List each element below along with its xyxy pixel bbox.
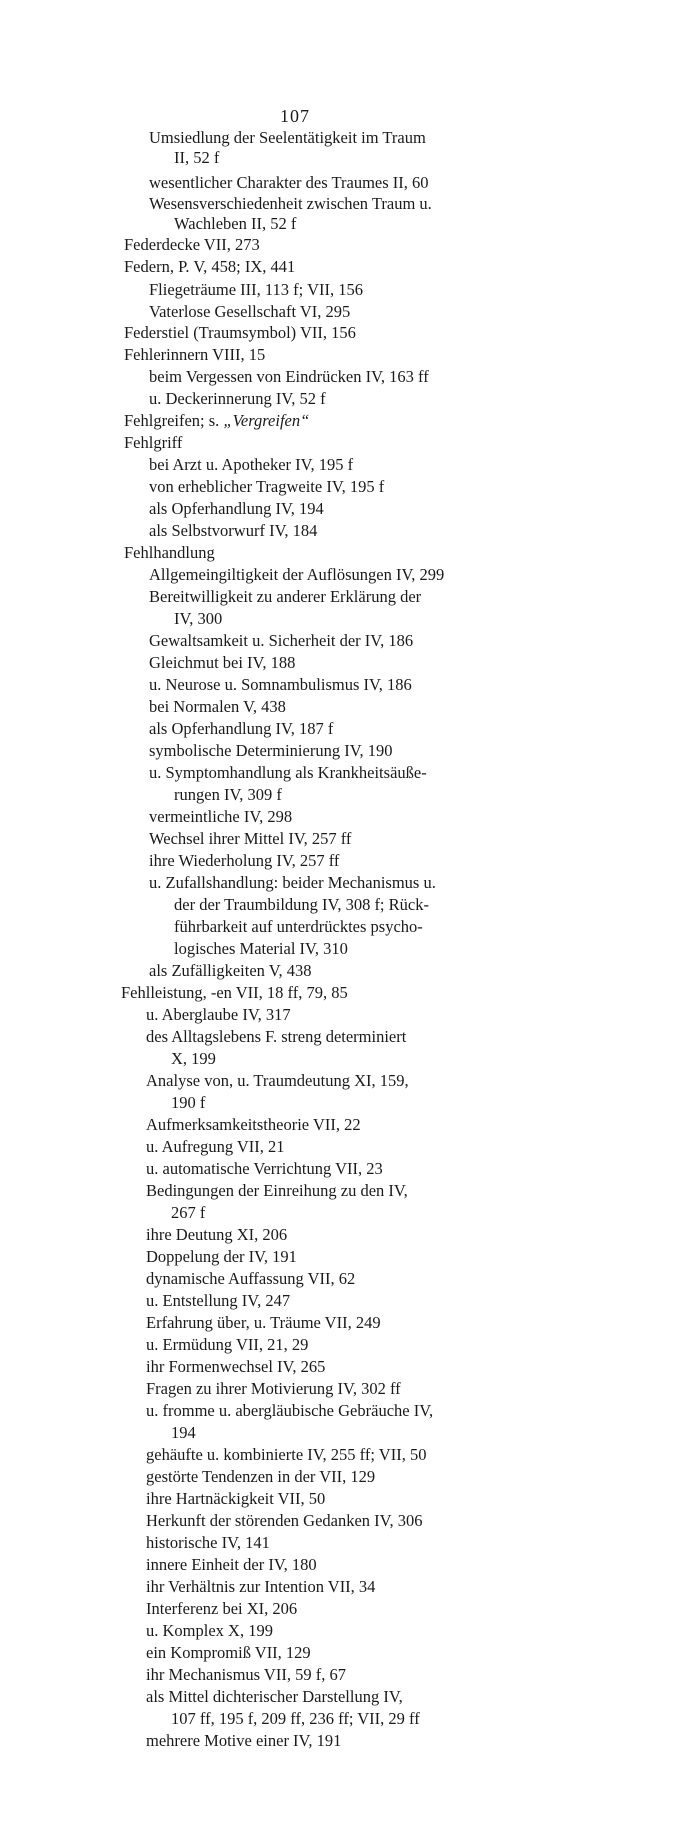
index-entry: gestörte Tendenzen in der VII, 129: [146, 1467, 376, 1486]
index-entry: u. automatische Verrichtung VII, 23: [146, 1159, 383, 1178]
index-entry: u. Ermüdung VII, 21, 29: [146, 1335, 309, 1354]
index-entry: ihr Verhältnis zur Intention VII, 34: [146, 1577, 376, 1596]
index-entry: Fehlerinnern VIII, 15: [124, 345, 266, 364]
index-entry: u. Zufallshandlung: beider Mechanismus u.: [149, 873, 436, 892]
index-entry: ihr Formenwechsel IV, 265: [146, 1357, 326, 1376]
index-entry: Fehlgreifen; s. „Vergreifen“: [124, 411, 310, 430]
index-entry: Umsiedlung der Seelentätigkeit im Traum: [149, 128, 426, 147]
index-entry: ihre Hartnäckigkeit VII, 50: [146, 1489, 326, 1508]
cross-reference-term: „Vergreifen“: [223, 411, 310, 430]
index-entry: ein Kompromiß VII, 129: [146, 1643, 311, 1662]
index-entry: bei Normalen V, 438: [149, 697, 286, 716]
index-entry: Federn, P. V, 458; IX, 441: [124, 257, 296, 276]
index-entry: u. Neurose u. Somnambulismus IV, 186: [149, 675, 412, 694]
index-entry: rungen IV, 309 f: [174, 785, 282, 804]
index-entry: IV, 300: [174, 609, 223, 628]
page-number: 107: [280, 106, 310, 126]
index-entry: ihre Deutung XI, 206: [146, 1225, 288, 1244]
index-entry: Wachleben II, 52 f: [174, 214, 297, 233]
index-entry: Analyse von, u. Traumdeutung XI, 159,: [146, 1071, 409, 1090]
index-entry: gehäufte u. kombinierte IV, 255 ff; VII, 50: [146, 1445, 427, 1464]
index-entry: als Selbstvorwurf IV, 184: [149, 521, 318, 540]
index-entry: 107 ff, 195 f, 209 ff, 236 ff; VII, 29 ff: [171, 1709, 420, 1728]
index-entry: Aufmerksamkeitstheorie VII, 22: [146, 1115, 361, 1134]
index-entry: u. fromme u. abergläubische Gebräuche IV,: [146, 1401, 434, 1420]
index-entry: Fehlhandlung: [124, 543, 215, 562]
index-entry: 190 f: [171, 1093, 206, 1112]
index-entry: ihre Wiederholung IV, 257 ff: [149, 851, 340, 870]
index-entry: Herkunft der störenden Gedanken IV, 306: [146, 1511, 423, 1530]
index-entry: u. Komplex X, 199: [146, 1621, 273, 1640]
index-entry: Bedingungen der Einreihung zu den IV,: [146, 1181, 408, 1200]
index-entry: führbarkeit auf unterdrücktes psycho-: [174, 917, 423, 936]
index-entry: 267 f: [171, 1203, 206, 1222]
index-entry: mehrere Motive einer IV, 191: [146, 1731, 342, 1750]
index-entry: Erfahrung über, u. Träume VII, 249: [146, 1313, 381, 1332]
index-entry: innere Einheit der IV, 180: [146, 1555, 317, 1574]
index-entry: der der Traumbildung IV, 308 f; Rück-: [174, 895, 429, 914]
index-entry: u. Aufregung VII, 21: [146, 1137, 285, 1156]
index-entry: Fliegeträume III, 113 f; VII, 156: [149, 280, 363, 299]
index-entry: beim Vergessen von Eindrücken IV, 163 ff: [149, 367, 429, 386]
index-entry: Bereitwilligkeit zu anderer Erklärung der: [149, 587, 422, 606]
index-entry: u. Entstellung IV, 247: [146, 1291, 291, 1310]
index-entry: historische IV, 141: [146, 1533, 270, 1552]
index-entry: Gleichmut bei IV, 188: [149, 653, 296, 672]
index-entry: des Alltagslebens F. streng determiniert: [146, 1027, 407, 1046]
index-entry: Vaterlose Gesellschaft VI, 295: [149, 302, 351, 321]
index-entry: logisches Material IV, 310: [174, 939, 348, 958]
index-entry: Federdecke VII, 273: [124, 235, 260, 254]
index-entry: bei Arzt u. Apotheker IV, 195 f: [149, 455, 354, 474]
index-entry: Federstiel (Traumsymbol) VII, 156: [124, 323, 356, 342]
index-entry: als Zufälligkeiten V, 438: [149, 961, 312, 980]
index-entry: symbolische Determinierung IV, 190: [149, 741, 393, 760]
index-entry: wesentlicher Charakter des Traumes II, 60: [149, 173, 429, 192]
index-entry: Doppelung der IV, 191: [146, 1247, 297, 1266]
index-entry: dynamische Auffassung VII, 62: [146, 1269, 356, 1288]
index-entry: II, 52 f: [174, 148, 220, 167]
index-entry: Fragen zu ihrer Motivierung IV, 302 ff: [146, 1379, 401, 1398]
index-entry: Wechsel ihrer Mittel IV, 257 ff: [149, 829, 352, 848]
index-entry: X, 199: [171, 1049, 216, 1068]
index-entry: Interferenz bei XI, 206: [146, 1599, 298, 1618]
index-entry: u. Aberglaube IV, 317: [146, 1005, 291, 1024]
index-entry: u. Symptomhandlung als Krankheitsäuße-: [149, 763, 427, 782]
index-entry: ihr Mechanismus VII, 59 f, 67: [146, 1665, 346, 1684]
index-entry: Fehlleistung, -en VII, 18 ff, 79, 85: [121, 983, 348, 1002]
index-entry: als Opferhandlung IV, 194: [149, 499, 324, 518]
index-entry: Allgemeingiltigkeit der Auflösungen IV, 299: [149, 565, 445, 584]
index-entry: Gewaltsamkeit u. Sicherheit der IV, 186: [149, 631, 414, 650]
index-entry: Fehlgriff: [124, 433, 183, 452]
index-entry: vermeintliche IV, 298: [149, 807, 293, 826]
index-entry: als Mittel dichterischer Darstellung IV,: [146, 1687, 403, 1706]
index-entry: als Opferhandlung IV, 187 f: [149, 719, 334, 738]
index-entry: von erheblicher Tragweite IV, 195 f: [149, 477, 385, 496]
index-entry: 194: [171, 1423, 196, 1442]
index-entry: u. Deckerinnerung IV, 52 f: [149, 389, 326, 408]
index-entry: Wesensverschiedenheit zwischen Traum u.: [149, 194, 432, 213]
